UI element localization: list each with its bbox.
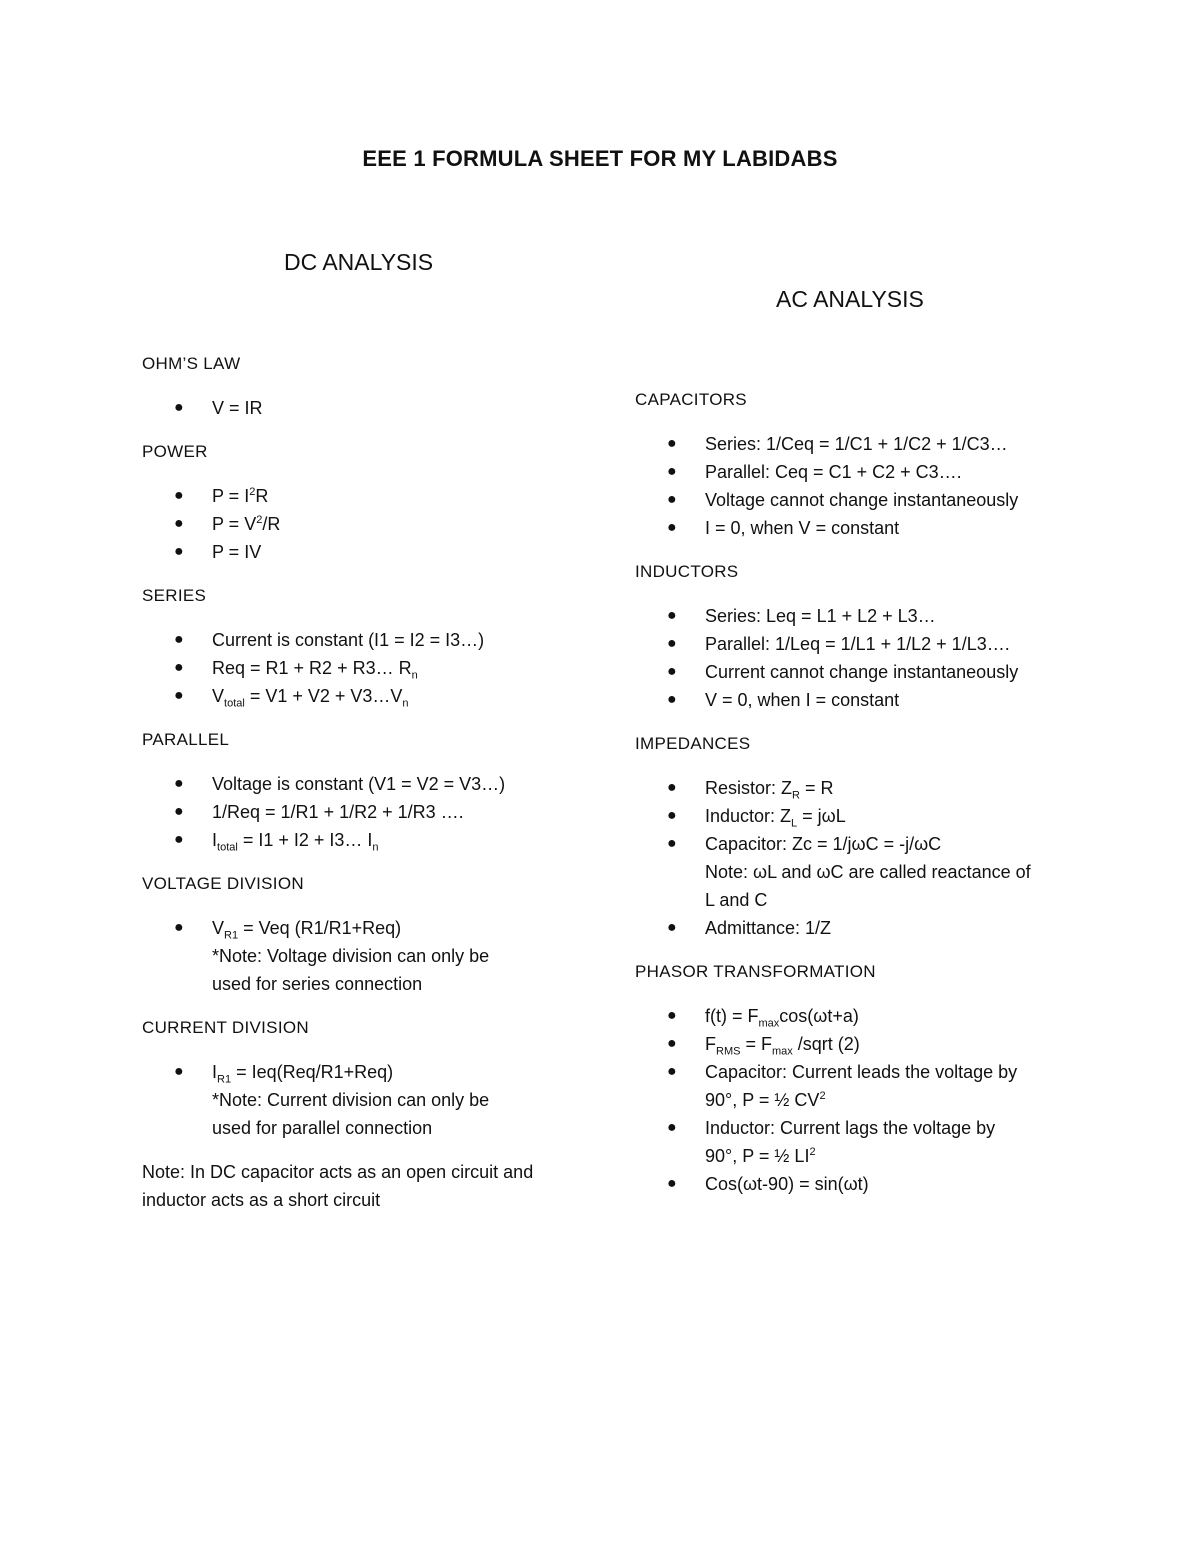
list-item: ● $I_{total} = I1 + I2$ + I3… $I_n$ xyxy=(142,826,582,854)
power-list xyxy=(142,482,582,566)
list-item: ● Series: 1/Ceq = 1/C1 + 1/C2 + 1/C3… xyxy=(635,430,1075,458)
list-item: ● Parallel: Ceq = C1 + C2 + C3…. xyxy=(635,458,1075,486)
list-item: ● Capacitor: Zc = 1/jωC = -j/ωC Note: ωL and ωC are called reactance of L and C xyxy=(635,830,1075,914)
current-division-note: *Note: Current division can only be xyxy=(212,1090,490,1110)
list-item: ● Req = R1 + R2 + R3… $R_n$ xyxy=(142,654,582,682)
list-item: ● Capacitor: Current leads the voltage by 90°, P = ½ $CV^2$ xyxy=(635,1058,1075,1114)
bullet-icon: ● xyxy=(667,663,677,680)
bullet-icon: ● xyxy=(667,919,677,936)
ohms-law-title: OHM’S LAW xyxy=(142,354,241,373)
bullet-icon: ● xyxy=(174,919,184,936)
bullet-icon: ● xyxy=(667,807,677,824)
list-item: ● 1/Req = 1/R1 + 1/R2 + 1/R3 …. xyxy=(142,798,582,826)
current-division-list xyxy=(142,1058,582,1142)
bullet-icon: ● xyxy=(667,635,677,652)
bullet-icon: ● xyxy=(667,607,677,624)
list-item: ● $P = V^2/R$ xyxy=(142,510,582,538)
inductors-list xyxy=(635,602,1075,714)
parallel-list xyxy=(142,770,582,854)
bullet-icon: ● xyxy=(667,779,677,796)
capacitors-list xyxy=(635,430,1075,542)
ac-column xyxy=(635,386,1075,1214)
reactance-note-cont: L and C xyxy=(705,890,768,910)
power-title: POWER xyxy=(142,442,208,461)
bullet-icon: ● xyxy=(174,631,184,648)
list-item: ● Current cannot change instantaneously xyxy=(635,658,1075,686)
dc-column xyxy=(142,350,582,1214)
bullet-icon: ● xyxy=(174,1063,184,1080)
bullet-icon: ● xyxy=(174,803,184,820)
list-item: ● $V_{total} = V1 + V2$ + $V3\dots V_n$ xyxy=(142,682,582,710)
bullet-icon: ● xyxy=(667,463,677,480)
list-item: ● Inductor: $Z_L = j\omega L$ xyxy=(635,802,1075,830)
bullet-icon: ● xyxy=(667,1063,677,1080)
bullet-icon: ● xyxy=(667,1119,677,1136)
impedances-title: IMPEDANCES xyxy=(635,734,751,753)
list-item: ● Resistor: $Z_R = R$ xyxy=(635,774,1075,802)
bullet-icon: ● xyxy=(174,515,184,532)
voltage-division-note-cont: used for series connection xyxy=(212,974,423,994)
parallel-title: PARALLEL xyxy=(142,730,230,749)
inductors-title: INDUCTORS xyxy=(635,562,739,581)
ohms-law-list xyxy=(142,394,582,422)
list-item: ● Admittance: 1/Z xyxy=(635,914,1075,942)
bullet-icon: ● xyxy=(667,435,677,452)
list-item: ● Voltage cannot change instantaneously xyxy=(635,486,1075,514)
bullet-icon: ● xyxy=(174,831,184,848)
page-title: EEE 1 FORMULA SHEET FOR MY LABIDABS xyxy=(362,146,838,171)
voltage-division-note: *Note: Voltage division can only be xyxy=(212,946,490,966)
current-division-note-cont: used for parallel connection xyxy=(212,1118,433,1138)
dc-final-note: Note: In DC capacitor acts as an open circuit and inductor acts as a short circuit xyxy=(142,1162,534,1210)
list-item: ● Series: Leq = L1 + L2 + L3… xyxy=(635,602,1075,630)
list-item: ● Parallel: 1/Leq = 1/L1 + 1/L2 + 1/L3…. xyxy=(635,630,1075,658)
bullet-icon: ● xyxy=(667,1007,677,1024)
list-item: ● V = 0, when I = constant xyxy=(635,686,1075,714)
capacitors-title: CAPACITORS xyxy=(635,390,747,409)
list-item: ● $I_{R1} = Ieq(Req/R1+Req)$ *Note: Current division can only be used for parallel connection xyxy=(142,1058,582,1142)
series-list xyxy=(142,626,582,710)
bullet-icon: ● xyxy=(667,1035,677,1052)
bullet-icon: ● xyxy=(667,1175,677,1192)
bullet-icon: ● xyxy=(667,835,677,852)
dc-analysis-heading: DC ANALYSIS xyxy=(284,249,434,275)
bullet-icon: ● xyxy=(667,491,677,508)
bullet-icon: ● xyxy=(174,687,184,704)
current-division-title: CURRENT DIVISION xyxy=(142,1018,309,1037)
list-item: ● Voltage is constant (V1 = V2 = V3…) xyxy=(142,770,582,798)
bullet-icon: ● xyxy=(174,399,184,416)
series-title: SERIES xyxy=(142,586,207,605)
bullet-icon: ● xyxy=(174,775,184,792)
list-item: ● I = 0, when V = constant xyxy=(635,514,1075,542)
list-item: ● V = IR xyxy=(142,394,582,422)
impedances-list xyxy=(635,774,1075,942)
list-item: ● Inductor: Current lags the voltage by 90°, P = ½ $LI^2$ xyxy=(635,1114,1075,1170)
phasor-list xyxy=(635,1002,1075,1198)
bullet-icon: ● xyxy=(174,659,184,676)
phasor-title: PHASOR TRANSFORMATION xyxy=(635,962,876,981)
list-item: ● $f(t) = F_{max}\cos(\omega t+a)$ xyxy=(635,1002,1075,1030)
list-item: ● $F_{RMS} = F_{max}$ /sqrt (2) xyxy=(635,1030,1075,1058)
list-item: ● $P = I^2R$ xyxy=(142,482,582,510)
bullet-icon: ● xyxy=(174,543,184,560)
voltage-division-list xyxy=(142,914,582,998)
bullet-icon: ● xyxy=(667,519,677,536)
bullet-icon: ● xyxy=(667,691,677,708)
voltage-division-title: VOLTAGE DIVISION xyxy=(142,874,304,893)
list-item: ● $V_{R1}$ = Veq (R1/R1+Req) *Note: Voltage division can only be used for series connection xyxy=(142,914,582,998)
list-item: ● P = IV xyxy=(142,538,582,566)
list-item: ● Current is constant (I1 = I2 = I3…) xyxy=(142,626,582,654)
bullet-icon: ● xyxy=(174,487,184,504)
ac-analysis-heading: AC ANALYSIS xyxy=(776,286,924,312)
list-item: ● Cos(ωt-90) = sin(ωt) xyxy=(635,1170,1075,1198)
reactance-note: Note: ωL and ωC are called reactance of xyxy=(705,862,1031,882)
